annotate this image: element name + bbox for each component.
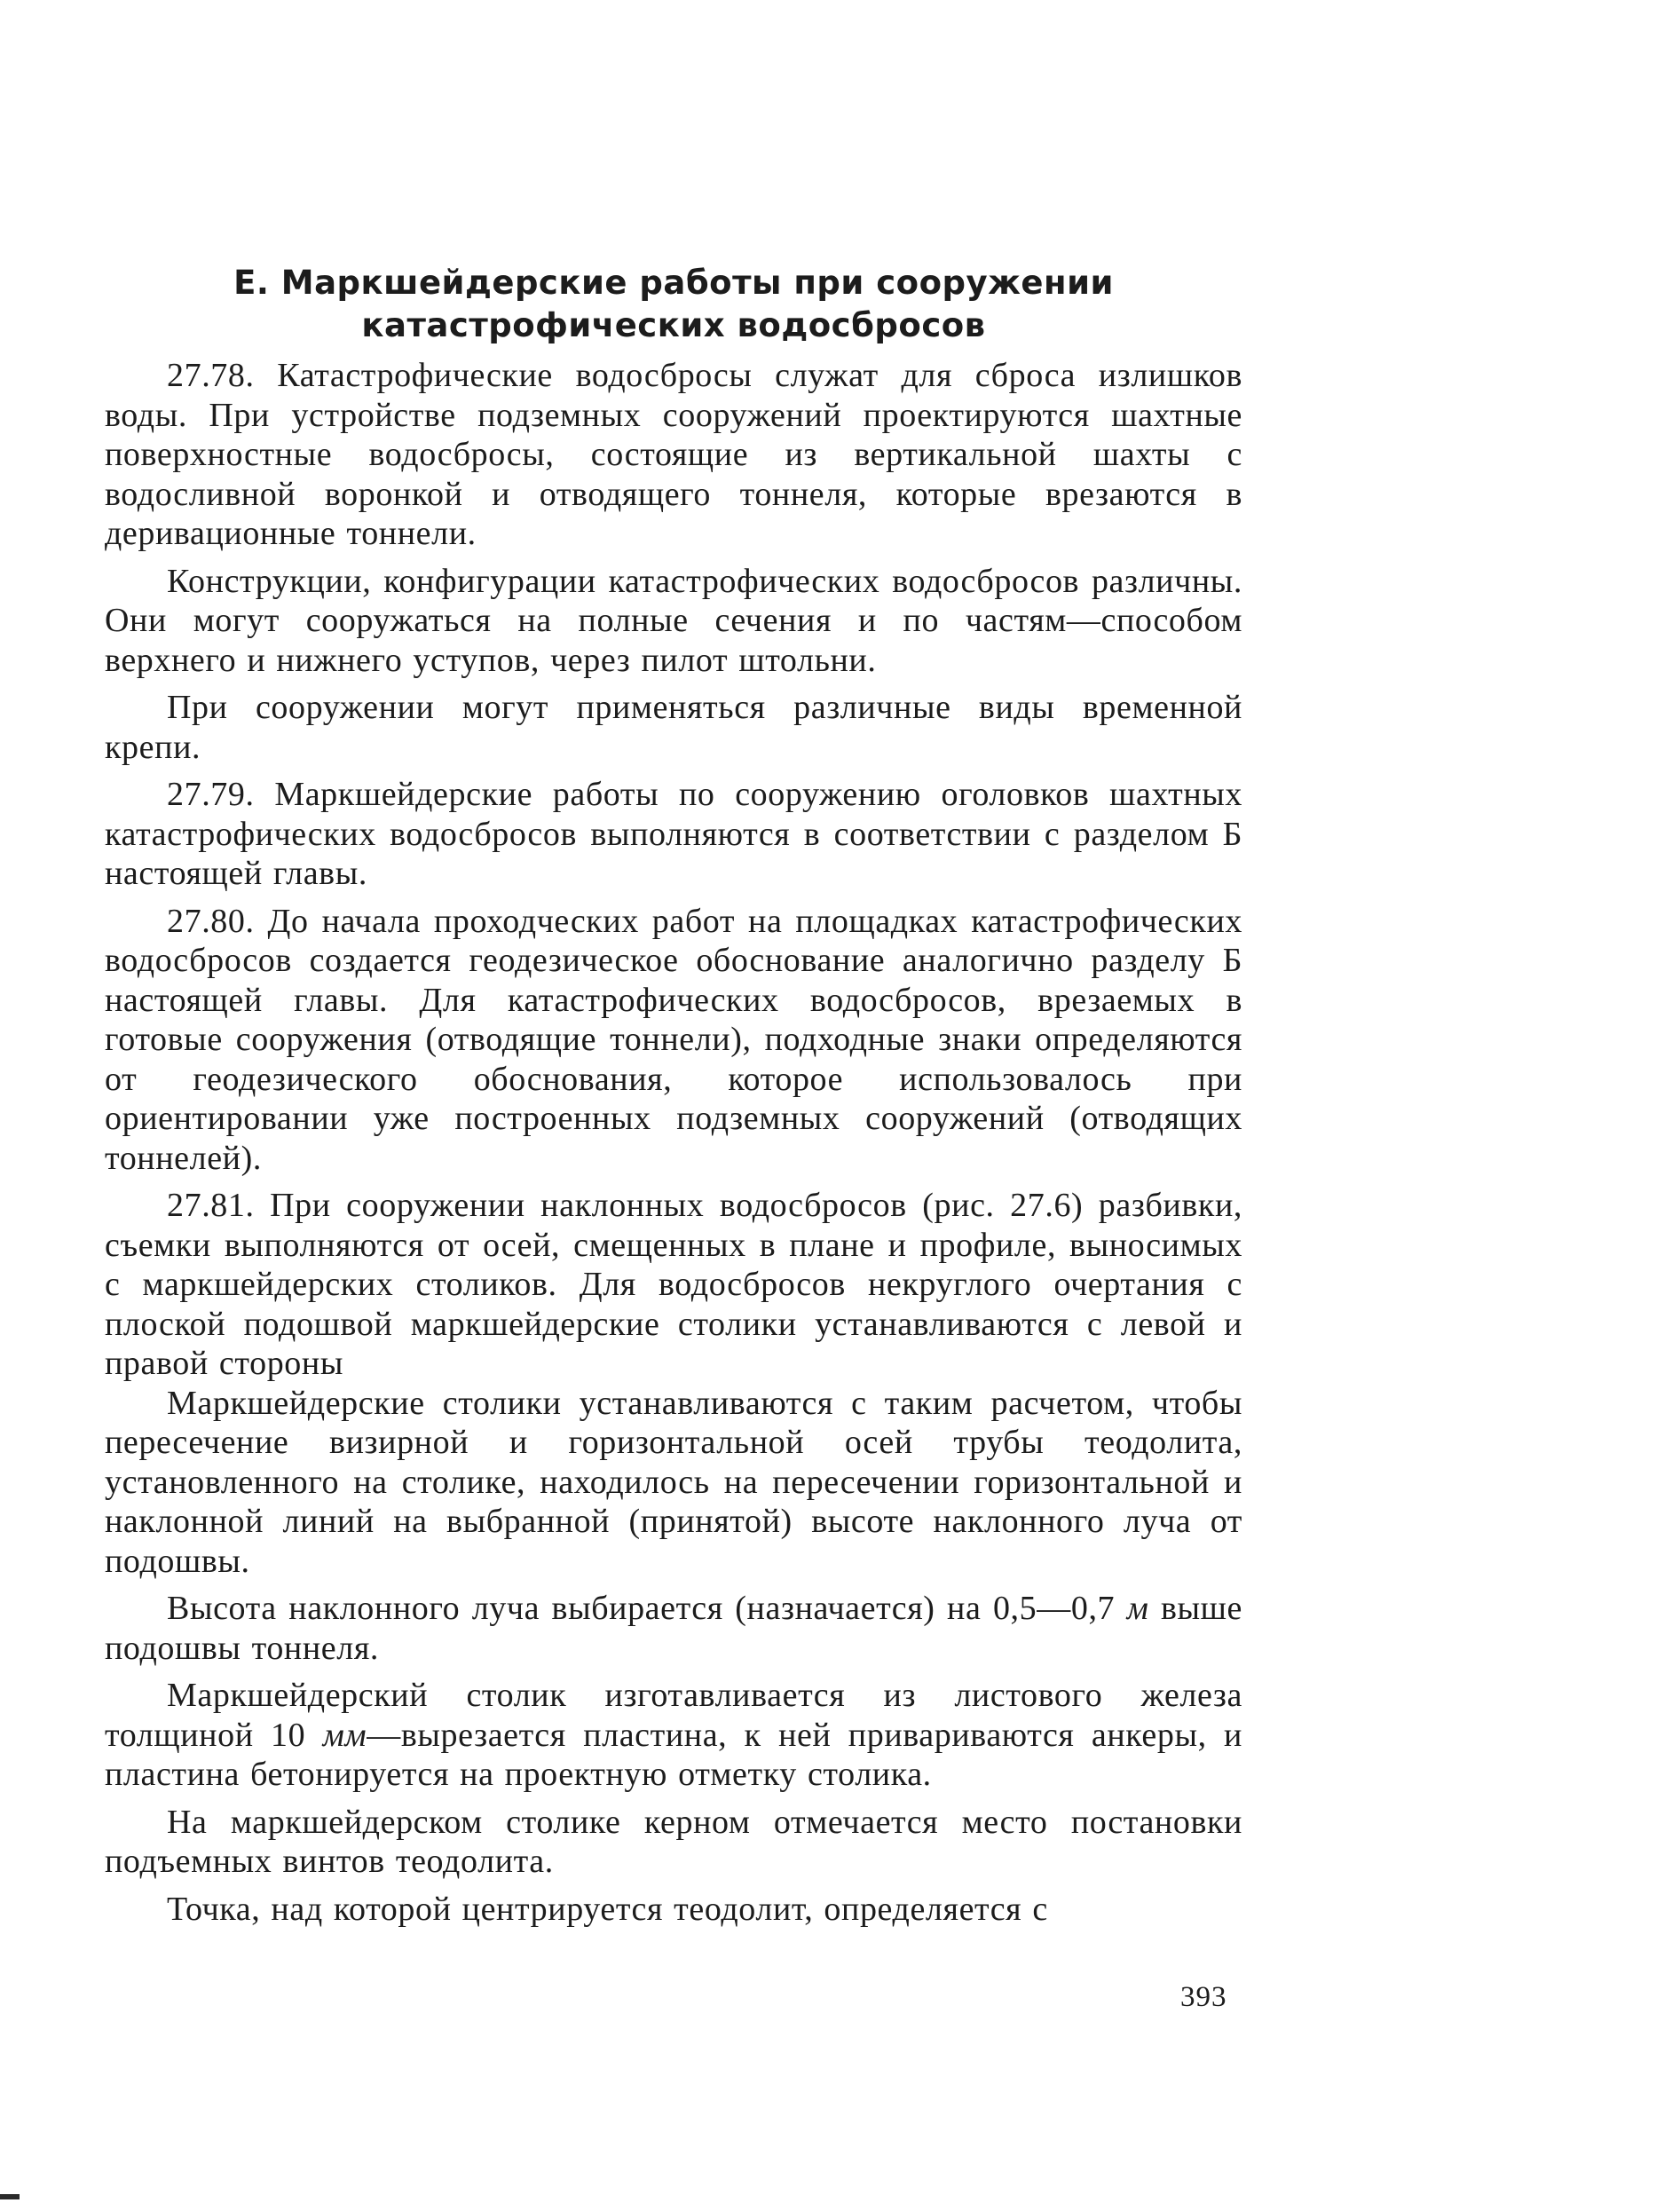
- beam-height-unit: м: [1126, 1590, 1149, 1627]
- scan-edge-mark: [0, 2194, 20, 2199]
- paragraph-beam-height: [105, 1589, 1242, 1668]
- paragraph-constructions: Конструкции, конфигурации катастрофических водосбросов различны. Они могут сооружаться на полные сечения и по частям—способом верхнего и нижнего уступов, через пилот штольни.: [105, 562, 1242, 679]
- paragraph-27-79: 27.79. Маркшейдерские работы по сооружению оголовков шахтных катастрофических водосбросов выполняются в соответствии с разделом Б настоящей главы.: [105, 776, 1242, 892]
- paragraph-lifting-screws: На маркшейдерском столике керном отмечается место постановки подъемных винтов теодолита.: [105, 1803, 1242, 1880]
- paragraph-temporary-support: При сооружении могут применяться различные виды временной крепи.: [105, 689, 1242, 766]
- table-making-text: Маркшейдерский столик изготавливается из листового железа толщиной 10: [105, 1677, 1242, 1754]
- page-body: [105, 262, 1242, 1937]
- section-heading-line-2: катастрофических водосбросов: [361, 306, 986, 344]
- table-making-text-end: —вырезается пластина, к ней привариваются анкеры, и пластина бетонируется на проектную отметку столика.: [105, 1716, 1242, 1793]
- paragraph-27-80: 27.80. До начала проходческих работ на площадках катастрофических водосбросов создается геодезическое обоснование аналогично разделу Б настоящей главы. Для катастрофических водосбросов, врезаемых в готовые сооружения (отводящие тоннели), подходные знаки определяются от геодезического обоснования, которое использовалось при ориентировании уже построенных подземных сооружений (отводящих тоннелей).: [105, 902, 1242, 1177]
- paragraph-table-making: [105, 1676, 1242, 1795]
- section-heading-line-1: Е. Маркшейдерские работы при сооружении: [233, 264, 1114, 302]
- page-number: 393: [1180, 1981, 1227, 2013]
- beam-height-text-end: выше подошвы тоннеля.: [105, 1590, 1242, 1667]
- paragraph-27-78: 27.78. Катастрофические водосбросы служат для сброса излишков воды. При устройстве подземных сооружений проектируются шахтные поверхностные водосбросы, состоящие из вертикальной шахты с водосливной воронкой и отводящего тоннеля, которые врезаются в деривационные тоннели.: [105, 357, 1242, 552]
- section-heading: [105, 262, 1242, 347]
- paragraph-survey-tables: Маркшейдерские столики устанавливаются с таким расчетом, чтобы пересечение визирной и горизонтальной осей трубы теодолита, установленного на столике, находилось на пересечении горизонтальной и наклонной линий на выбранной (принятой) высоте наклонного луча от подошвы.: [105, 1384, 1242, 1580]
- paragraph-27-81: 27.81. При сооружении наклонных водосбросов (рис. 27.6) разбивки, съемки выполняются от осей, смещенных в плане и профиле, выносимых с маркшейдерских столиков. Для водосбросов некруглого очертания с плоской подошвой маркшейдерские столики устанавливаются с левой и правой стороны: [105, 1187, 1242, 1382]
- beam-height-text: Высота наклонного луча выбирается (назначается) на 0,5—0,7: [167, 1590, 1127, 1627]
- paragraph-centering-point: Точка, над которой центрируется теодолит, определяется с: [167, 1890, 1048, 1928]
- table-making-unit: мм: [322, 1716, 367, 1754]
